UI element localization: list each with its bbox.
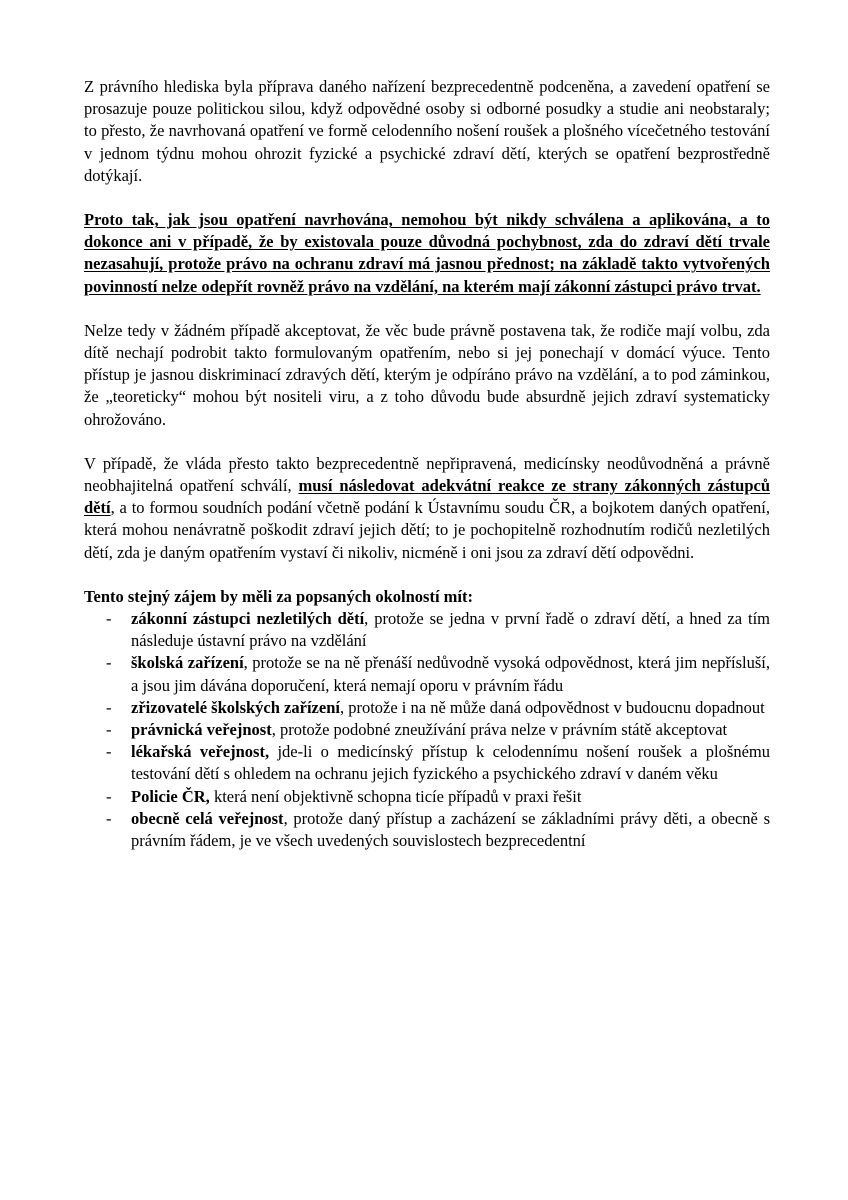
list-dash: - xyxy=(106,609,112,629)
list-item-bold: zákonní zástupci nezletilých dětí xyxy=(131,609,365,629)
paragraph-reaction-before: V případě, že vláda přesto takto bezprecedentně nepřipravená, medicínsky neodůvodněná a právně neobhajitelná opatření schválí, xyxy=(84,453,770,496)
list-item-bold: obecně celá veřejnost xyxy=(131,808,284,828)
paragraph-reaction xyxy=(84,453,770,564)
list-dash: - xyxy=(106,720,112,740)
list-item xyxy=(84,808,770,852)
list-item-bold: Policie ČR, xyxy=(131,786,210,806)
list-item-text: , protože i na ně může daná odpovědnost v budoucnu dopadnout xyxy=(339,697,765,717)
list-item xyxy=(84,608,770,652)
list-item-bold: zřizovatelé školských zařízení xyxy=(131,697,340,717)
list-item-text: , protože se na ně přenáší nedůvodně vysoká odpovědnost, která jim nepřísluší, a jsou jim dávána doporučení, která nemají oporu v právním řádu xyxy=(131,653,770,695)
list-item-bold: školská zařízení xyxy=(131,653,244,673)
list-item xyxy=(84,741,770,785)
list-item-text: která není objektivně schopna ticíe případů v praxi řešit xyxy=(209,786,582,806)
paragraph-bold-underlined: Proto tak, jak jsou opatření navrhována, nemohou být nikdy schválena a aplikována, a to dokonce ani v případě, že by existovala pouze důvodná pochybnost, zda do zdraví dětí trvale nezasahují, protože právo na ochranu zdraví má jasnou přednost; na základě takto vytvořených povinností nelze odepřít rovněž právo na vzdělání, na kterém mají zákonní zástupci právo trvat. xyxy=(84,210,770,296)
list-item-bold: lékařská veřejnost, xyxy=(131,742,270,762)
list-dash: - xyxy=(106,697,112,717)
list-item xyxy=(84,697,770,719)
paragraph-reaction-emphasis: musí následovat adekvátní reakce ze strany zákonných zástupců dětí xyxy=(84,476,770,518)
list-dash: - xyxy=(106,808,112,828)
interest-list xyxy=(84,608,770,852)
list-dash: - xyxy=(106,742,112,762)
list-item-text: jde-li o medicínský přístup k celodennímu nošení roušek a plošnému testování dětí s ohledem na ochranu jejich fyzického a psychického zdraví v daném věku xyxy=(131,742,770,784)
list-item-text: , protože daný přístup a zacházení se základními právy děti, a obecně s právním řádem, je ve všech uvedených souvislostech bezprecedentní xyxy=(131,808,770,851)
list-item-text: , protože podobné zneužívání práva nelze v právním státě akceptovat xyxy=(271,720,728,740)
list-dash: - xyxy=(106,653,112,673)
list-dash: - xyxy=(106,786,112,806)
paragraph-discrimination: Nelze tedy v žádném případě akceptovat, že věc bude právně postavena tak, že rodiče mají volbu, zda dítě nechají podrobit takto formulovaným opatřením, nebo si jej ponechají v domácí výuce. Tento přístup je jasnou diskriminací zdravých dětí, kterým je odpíráno právo na vzdělání, a to pod záminkou, že „teoreticky“ mohou být nositeli viru, a z toho důvodu bude absurdně jejich zdraví systematicky ohrožováno. xyxy=(84,320,770,429)
document-page xyxy=(84,76,770,852)
paragraph-reaction-after: , a to formou soudních podání včetně podání k Ústavnímu soudu ČR, a bojkotem daných opatření, která mohou nenávratně poškodit zdraví jejich dětí; to je pochopitelně rozhodnutím rodičů nezletilých dětí, zda je daným opatřením vystaví či nikoliv, nicméně i oni jsou za zdraví dětí odpovědni. xyxy=(84,498,770,562)
list-item-text: , protože se jedna v první řadě o zdraví dětí, a hned za tím následuje ústavní právo na vzdělání xyxy=(131,609,770,651)
list-heading: Tento stejný zájem by měli za popsaných okolností mít: xyxy=(84,586,473,606)
list-item-bold: právnická veřejnost xyxy=(131,720,272,740)
list-item xyxy=(84,786,770,808)
paragraph-legal-preparation: Z právního hlediska byla příprava daného nařízení bezprecedentně podceněna, a zavedení opatření se prosazuje pouze politickou silou, když odpovědné osoby si odborné posudky a studie ani neobstaraly; to přesto, že navrhovaná opatření ve formě celodenního nošení roušek a plošného vícečetného testování v jednom týdnu mohou ohrozit fyzické a psychické zdraví dětí, kterých se opatření bezprostředně dotýkají. xyxy=(84,77,770,185)
list-item xyxy=(84,652,770,696)
list-item xyxy=(84,719,770,741)
